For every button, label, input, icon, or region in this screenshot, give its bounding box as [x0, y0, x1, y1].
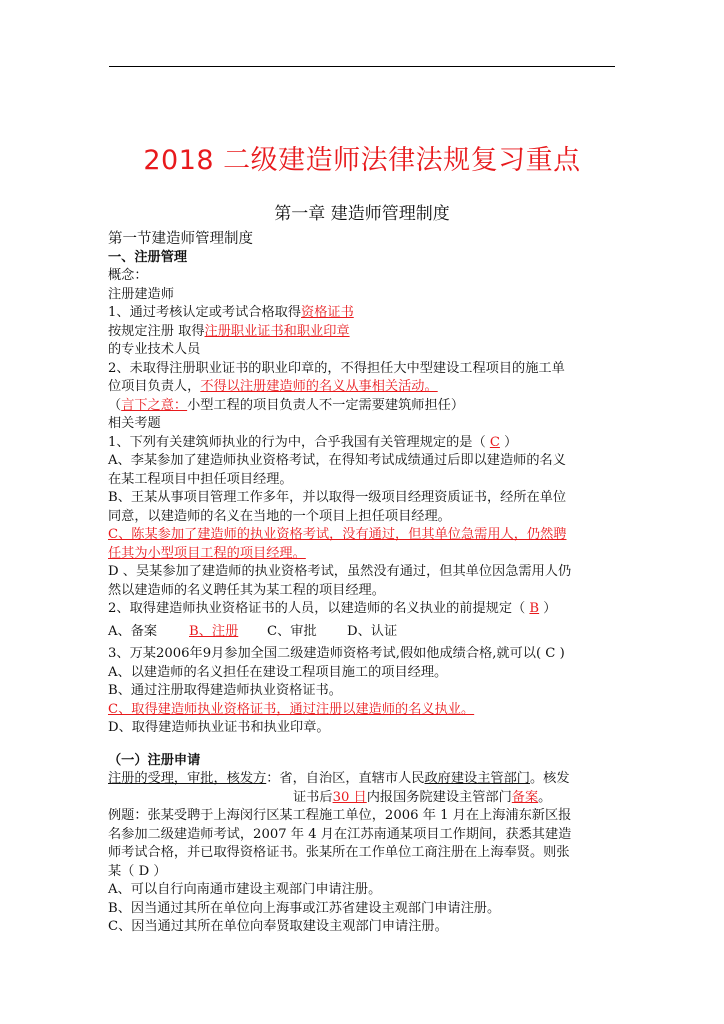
highlight-filing: 备案	[511, 789, 539, 805]
question-1-option-d-1: D 、吴某参加了建造师的执业资格考试，虽然没有通过，但其单位因急需用人仍	[108, 564, 572, 579]
question-3-option-b: B、通过注册取得建造师执业资格证书。	[108, 683, 342, 698]
chapter-heading: 第一章 建造师管理制度	[274, 204, 450, 224]
question-1-option-d-2: 然以建造师的名义聘任其为某工程的项目经理。	[108, 582, 385, 598]
question-1-stem: 1、下列有关建筑师执业的行为中，合乎我国有关管理规定的是（ C ）	[108, 434, 518, 450]
spacer	[108, 738, 622, 752]
highlight-implication: 言下之意：	[121, 397, 188, 413]
subheading-registration: 一、注册管理	[108, 249, 188, 265]
highlight-30-days: 30 日	[332, 789, 367, 805]
question-2-stem: 2、取得建造师执业资格证书的人员，以建造师的名义执业的前提规定（ B ）	[108, 601, 557, 616]
question-2-answer: B	[529, 601, 540, 616]
example-line-1: 例题：张某受聘于上海闵行区某工程施工单位，2006 年 1 月在上海浦东新区报	[108, 808, 572, 823]
example-line-3: 师考试合格，并已取得资格证书。张某所在工作单位工商注册在上海奉贤。则张	[108, 845, 570, 860]
filing-deadline-line: 证书后30 日内报国务院建设主管部门备案。	[293, 789, 552, 805]
concept-label: 概念：	[108, 268, 148, 283]
section-heading: 第一节建造师管理制度	[108, 231, 253, 247]
rule-2-line-1: 2、未取得注册职业证书的职业印章的，不得担任大中型建设工程项目的施工单	[108, 360, 565, 376]
question-1-option-a-1: A、李某参加了建造师执业资格考试，在得知考试成绩通过后即以建造师的名义	[108, 453, 566, 468]
question-3-option-d: D、取得建造师执业证书和执业印章。	[108, 720, 330, 735]
definition-line-1: 1、通过考核认定或考试合格取得资格证书	[108, 305, 354, 320]
highlight-qualification-cert: 资格证书	[301, 305, 354, 320]
question-1-answer: C	[489, 434, 500, 450]
example-option-a: A、可以自行向南通市建设主观部门申请注册。	[108, 882, 382, 897]
note-line: （言下之意：小型工程的项目负责人不一定需要建筑师担任）	[108, 397, 465, 413]
question-1-option-c-2: 任其为小型项目工程的项目经理。	[108, 545, 306, 561]
definition-line-2: 按规定注册 取得注册职业证书和职业印章	[108, 323, 350, 339]
question-1-option-b-2: 同意，以建造师的名义在当地的一个项目上担任项目经理。	[108, 508, 451, 524]
highlight-authority: 政府建设主管部门	[424, 771, 530, 786]
question-2-option-c: C、审批	[267, 623, 317, 639]
question-2-option-b: B、注册	[189, 623, 239, 639]
question-3-option-a: A、以建造师的名义担任在建设工程项目施工的项目经理。	[108, 664, 448, 680]
question-2-option-d: D、认证	[347, 623, 398, 639]
rule-2-line-2: 位项目负责人，不得以注册建造师的名义从事相关活动。	[108, 379, 438, 394]
document-title: 2018 二级建造师法律法规复习重点	[143, 145, 581, 176]
definition-line-3: 的专业技术人员	[108, 342, 201, 357]
example-line-4: 某（ D ）	[108, 863, 167, 879]
question-1-option-b-1: B、王某从事项目管理工作多年，并以取得一级项目经理资质证书，经所在单位	[108, 490, 567, 505]
example-option-c: C、因当通过其所在单位向奉贤取建设主观部门申请注册。	[108, 919, 448, 934]
highlight-practice-cert-seal: 注册职业证书和职业印章	[204, 323, 350, 339]
term-registered-builder: 注册建造师	[108, 286, 174, 302]
question-3-option-c: C、取得建造师执业资格证书，通过注册以建造师的名义执业。	[108, 701, 475, 717]
registration-authority-line: 注册的受理，审批，核发方：省，自治区，直辖市人民政府建设主管部门。核发	[108, 771, 570, 786]
question-1-option-a-2: 在某工程项目中担任项目经理。	[108, 471, 293, 487]
subheading-registration-application: （一）注册申请	[108, 752, 201, 768]
question-2-option-a: A、备案	[108, 623, 158, 639]
question-1-option-c-1: C、陈某参加了建造师的执业资格考试，没有通过，但其单位急需用人，仍然聘	[108, 527, 567, 542]
example-option-b: B、因当通过其所在单位向上海事或江苏省建设主观部门申请注册。	[108, 900, 501, 916]
example-line-2: 名参加二级建造师考试，2007 年 4 月在江苏南通某项目工作期间，获悉其建造	[108, 826, 572, 842]
question-2-options	[108, 623, 622, 642]
document-body	[108, 230, 622, 937]
question-3-stem: 3、万某2006年9月参加全国二级建造师资格考试,假如他成绩合格,就可以( C )	[108, 646, 565, 661]
header-rule	[109, 66, 615, 67]
related-questions-label: 相关考题	[108, 416, 161, 431]
highlight-prohibition: 不得以注册建造师的名义从事相关活动。	[200, 379, 438, 394]
